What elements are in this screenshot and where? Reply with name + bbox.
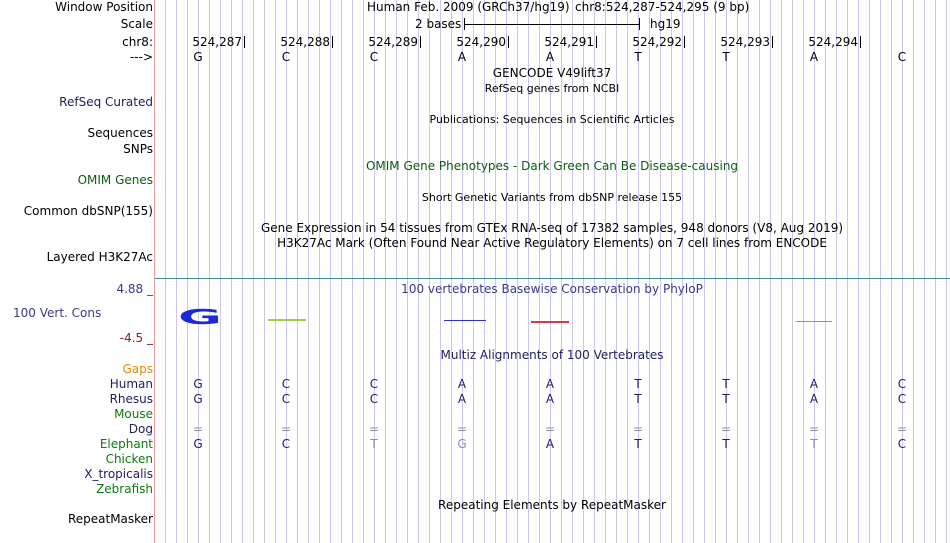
alignment-base: = bbox=[632, 422, 644, 436]
guide-line bbox=[946, 0, 947, 543]
alignment-base: C bbox=[369, 392, 379, 406]
species-label[interactable]: Chicken bbox=[105, 452, 153, 466]
scale-text: 2 bases bbox=[415, 17, 462, 31]
gencode-title[interactable]: GENCODE V49lift37 bbox=[492, 66, 612, 80]
guide-line bbox=[374, 0, 375, 543]
phylop-title[interactable]: 100 vertebrates Basewise Conservation by PhyloP bbox=[401, 282, 703, 296]
guide-line bbox=[407, 0, 408, 543]
guide-line bbox=[880, 0, 881, 543]
dna-base: C bbox=[369, 50, 379, 64]
ruler-tick bbox=[420, 36, 421, 48]
dna-base: G bbox=[193, 50, 203, 64]
alignment-base: = bbox=[368, 422, 380, 436]
guide-line bbox=[869, 0, 870, 543]
guide-line bbox=[165, 0, 166, 543]
guide-line bbox=[803, 0, 804, 543]
alignment-base: T bbox=[722, 377, 730, 391]
guide-line bbox=[825, 0, 826, 543]
guide-line bbox=[363, 0, 364, 543]
scale-label: Scale bbox=[120, 17, 153, 31]
alignment-base: C bbox=[281, 392, 291, 406]
alignment-base: G bbox=[193, 392, 203, 406]
dna-base: T bbox=[634, 50, 642, 64]
guide-line bbox=[737, 0, 738, 543]
multiz-title[interactable]: Multiz Alignments of 100 Vertebrates bbox=[440, 348, 664, 362]
alignment-base: A bbox=[809, 377, 819, 391]
guide-line bbox=[396, 0, 397, 543]
ruler-tick bbox=[860, 36, 861, 48]
species-label[interactable]: Mouse bbox=[114, 407, 153, 421]
chrom-label: chr8: bbox=[122, 35, 153, 49]
alignment-base: = bbox=[280, 422, 292, 436]
guide-line bbox=[682, 0, 683, 543]
alignment-base: T bbox=[810, 437, 818, 451]
omim-label[interactable]: OMIM Genes bbox=[77, 173, 153, 187]
guide-line bbox=[330, 0, 331, 543]
guide-line bbox=[286, 0, 287, 543]
guide-line bbox=[693, 0, 694, 543]
alignment-base: = bbox=[896, 422, 908, 436]
guide-line bbox=[814, 0, 815, 543]
window-position-label: Window Position bbox=[55, 0, 153, 14]
guide-line bbox=[792, 0, 793, 543]
ruler-position-label: 524,288 bbox=[280, 35, 330, 49]
alignment-base: G bbox=[457, 437, 467, 451]
scale-bar bbox=[464, 24, 640, 25]
repeatmasker-title[interactable]: Repeating Elements by RepeatMasker bbox=[438, 498, 666, 512]
species-label[interactable]: Zebrafish bbox=[96, 482, 153, 496]
omim-title[interactable]: OMIM Gene Phenotypes - Dark Green Can Be Disease-causing bbox=[365, 159, 739, 173]
phylop-big-g: G bbox=[178, 306, 222, 329]
scale-bar-right-cap bbox=[639, 18, 640, 30]
guide-line bbox=[462, 0, 463, 543]
guide-line bbox=[341, 0, 342, 543]
alignment-base: A bbox=[457, 392, 467, 406]
phylop-a3-mark bbox=[796, 321, 832, 322]
guide-line bbox=[418, 0, 419, 543]
alignment-base: T bbox=[722, 392, 730, 406]
dna-base: A bbox=[457, 50, 467, 64]
guide-line bbox=[715, 0, 716, 543]
guide-line bbox=[759, 0, 760, 543]
guide-line bbox=[198, 0, 199, 543]
dna-base: A bbox=[809, 50, 819, 64]
guide-line bbox=[253, 0, 254, 543]
phylop-max: 4.88 _ bbox=[116, 282, 153, 296]
species-label[interactable]: Rhesus bbox=[109, 392, 153, 406]
species-label[interactable]: Dog bbox=[128, 422, 153, 436]
guide-line bbox=[913, 0, 914, 543]
snps-label[interactable]: SNPs bbox=[123, 142, 153, 156]
guide-line bbox=[440, 0, 441, 543]
alignment-base: C bbox=[281, 437, 291, 451]
gtex-title[interactable]: Gene Expression in 54 tissues from GTEx RNA-seq of 17382 samples, 948 donors (V8, Aug 2019) bbox=[260, 221, 844, 235]
alignment-base: = bbox=[720, 422, 732, 436]
h3k27ac-label[interactable]: Layered H3K27Ac bbox=[46, 250, 153, 264]
guide-line bbox=[352, 0, 353, 543]
dna-base: T bbox=[722, 50, 730, 64]
guide-line bbox=[704, 0, 705, 543]
scale-db: hg19 bbox=[650, 17, 681, 31]
phylop-a-mark bbox=[444, 320, 486, 321]
guide-line bbox=[627, 0, 628, 543]
left-margin-border bbox=[154, 0, 155, 543]
guide-line bbox=[836, 0, 837, 543]
dna-base: C bbox=[897, 50, 907, 64]
species-label[interactable]: Elephant bbox=[99, 437, 153, 451]
alignment-base: = bbox=[456, 422, 468, 436]
alignment-base: G bbox=[193, 377, 203, 391]
guide-line bbox=[473, 0, 474, 543]
guide-line bbox=[924, 0, 925, 543]
guide-line bbox=[638, 0, 639, 543]
alignment-base: C bbox=[369, 377, 379, 391]
ruler-position-label: 524,290 bbox=[456, 35, 506, 49]
alignment-base: = bbox=[544, 422, 556, 436]
ruler-position-label: 524,287 bbox=[192, 35, 242, 49]
phylop-a2-mark bbox=[531, 321, 569, 323]
ruler-tick bbox=[332, 36, 333, 48]
ruler-position-label: 524,293 bbox=[720, 35, 770, 49]
guide-line bbox=[220, 0, 221, 543]
publications-title[interactable]: Publications: Sequences in Scientific Articles bbox=[429, 113, 675, 126]
guide-line bbox=[748, 0, 749, 543]
sequences-label[interactable]: Sequences bbox=[87, 126, 153, 140]
guide-line bbox=[858, 0, 859, 543]
guide-line bbox=[671, 0, 672, 543]
alignment-base: A bbox=[545, 377, 555, 391]
ruler-tick bbox=[244, 36, 245, 48]
h3k27ac-title[interactable]: H3K27Ac Mark (Often Found Near Active Regulatory Elements) on 7 cell lines from ENCODE bbox=[277, 236, 827, 250]
alignment-base: = bbox=[808, 422, 820, 436]
guide-line bbox=[935, 0, 936, 543]
alignment-base: A bbox=[545, 392, 555, 406]
ruler-position-label: 524,294 bbox=[808, 35, 858, 49]
guide-line bbox=[176, 0, 177, 543]
ruler-position-label: 524,289 bbox=[368, 35, 418, 49]
dna-base: C bbox=[281, 50, 291, 64]
ruler-tick bbox=[508, 36, 509, 48]
ruler-tick bbox=[684, 36, 685, 48]
alignment-base: = bbox=[192, 422, 204, 436]
phylop-c-mark bbox=[268, 319, 306, 321]
alignment-base: T bbox=[634, 392, 642, 406]
guide-line bbox=[242, 0, 243, 543]
alignment-base: T bbox=[370, 437, 378, 451]
alignment-base: C bbox=[897, 392, 907, 406]
ruler-tick bbox=[772, 36, 773, 48]
ruler-position-label: 524,292 bbox=[632, 35, 682, 49]
alignment-base: T bbox=[634, 377, 642, 391]
assembly-text: Human Feb. 2009 (GRCh37/hg19) bbox=[367, 0, 570, 14]
phylop-min: -4.5 _ bbox=[119, 331, 153, 345]
guide-line bbox=[847, 0, 848, 543]
track-separator bbox=[155, 278, 950, 279]
alignment-base: G bbox=[193, 437, 203, 451]
species-label[interactable]: X_tropicalis bbox=[84, 467, 153, 481]
alignment-base: C bbox=[897, 377, 907, 391]
guide-line bbox=[275, 0, 276, 543]
alignment-base: T bbox=[722, 437, 730, 451]
dbsnp-label[interactable]: Common dbSNP(155) bbox=[23, 204, 153, 218]
guide-line bbox=[308, 0, 309, 543]
guide-line bbox=[781, 0, 782, 543]
guide-line bbox=[451, 0, 452, 543]
alignment-base: C bbox=[897, 437, 907, 451]
ruler-tick bbox=[596, 36, 597, 48]
alignment-base: A bbox=[545, 437, 555, 451]
species-label[interactable]: Gaps bbox=[122, 362, 153, 376]
position-text: chr8:524,287-524,295 (9 bp) bbox=[575, 0, 750, 14]
dbsnp-title[interactable]: Short Genetic Variants from dbSNP release 155 bbox=[421, 191, 683, 204]
alignment-base: A bbox=[457, 377, 467, 391]
guide-line bbox=[209, 0, 210, 543]
guide-line bbox=[297, 0, 298, 543]
species-label[interactable]: Human bbox=[109, 377, 153, 391]
guide-line bbox=[231, 0, 232, 543]
alignment-base: A bbox=[809, 392, 819, 406]
guide-line bbox=[660, 0, 661, 543]
guide-line bbox=[187, 0, 188, 543]
dna-base: A bbox=[545, 50, 555, 64]
guide-line bbox=[902, 0, 903, 543]
guide-line bbox=[385, 0, 386, 543]
phylop-logo bbox=[0, 306, 950, 336]
guide-line bbox=[429, 0, 430, 543]
guide-line bbox=[649, 0, 650, 543]
guide-line bbox=[319, 0, 320, 543]
ruler-position-label: 524,291 bbox=[544, 35, 594, 49]
phylop-label[interactable]: 100 Vert. Cons bbox=[13, 306, 102, 320]
alignment-base: C bbox=[281, 377, 291, 391]
guide-line bbox=[891, 0, 892, 543]
guide-line bbox=[264, 0, 265, 543]
guide-line bbox=[726, 0, 727, 543]
refseq-label[interactable]: RefSeq Curated bbox=[59, 95, 153, 109]
scale-bar-left-cap bbox=[464, 18, 465, 30]
refseq-title[interactable]: RefSeq genes from NCBI bbox=[484, 82, 620, 95]
guide-line bbox=[770, 0, 771, 543]
repeatmasker-label[interactable]: RepeatMasker bbox=[67, 512, 153, 526]
alignment-base: T bbox=[634, 437, 642, 451]
strand-label: ---> bbox=[129, 50, 153, 64]
